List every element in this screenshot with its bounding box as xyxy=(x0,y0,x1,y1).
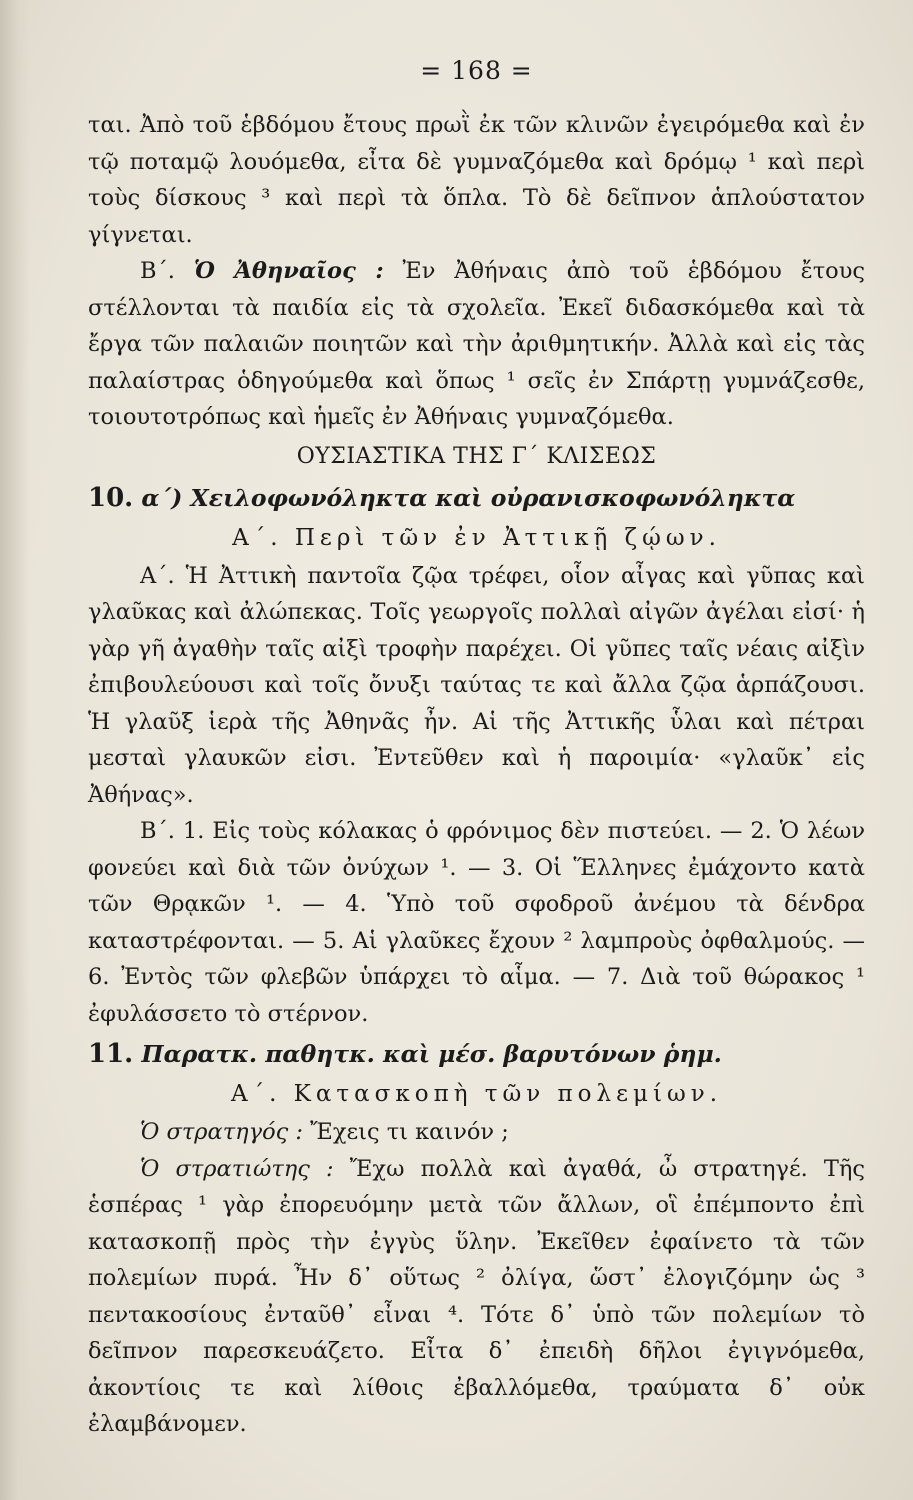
dialogue-line-general xyxy=(88,1114,865,1151)
exercise-11-subtitle: Α΄. Κατασκοπὴ τῶν πολεμίων. xyxy=(230,1081,723,1107)
paragraph-text: Ἐν Ἀθήναις ἀπὸ τοῦ ἑβδόμου ἔτους στέλλονται τὰ παιδία εἰς τὰ σχολεῖα. Ἐκεῖ διδασκόμεθα καὶ τὰ ἔργα τῶν παλαιῶν ποιητῶν καὶ τὴν ἀριθμητικήν. Ἀλλὰ καὶ εἰς τὰς παλαίστρας ὁδηγούμεθα καὶ ὅπως ¹ σεῖς ἐν Σπάρτῃ γυμνάζεσθε, τοιουτοτρόπως καὶ ἡμεῖς ἐν Ἀθήναις γυμναζόμεθα. xyxy=(88,258,865,430)
exercise-number: 11. xyxy=(88,1039,134,1069)
paragraph-continuation: ται. Ἀπὸ τοῦ ἑβδόμου ἔτους πρωῒ ἐκ τῶν κλινῶν ἐγειρόμεθα καὶ ἐν τῷ ποταμῷ λουόμεθα, εἶτα δὲ γυμναζόμεθα καὶ δρόμῳ ¹ καὶ περὶ τοὺς δίσκους ³ καὶ περὶ τὰ ὅπλα. Τὸ δὲ δεῖπνον ἁπλούστατον γίγνεται. xyxy=(88,112,865,248)
exercise-10-part-a: Α΄. Ἡ Ἀττικὴ παντοῖα ζῷα τρέφει, οἷον αἶγας καὶ γῦπας καὶ γλαῦκας καὶ ἀλώπεκας. Τοῖς γεωργοῖς πολλαὶ αἰγῶν ἀγέλαι εἰσί· ἡ γὰρ γῆ ἀγαθὴν ταῖς αἰξὶ τροφὴν παρέχει. Οἱ γῦπες ταῖς νέαις αἰξὶν ἐπιβουλεύουσι καὶ τοῖς ὄνυξι ταύτας τε καὶ ἄλλα ζῷα ἁρπάζουσι. Ἡ γλαῦξ ἱερὰ τῆς Ἀθηνᾶς ἦν. Αἱ τῆς Ἀττικῆς ὗλαι καὶ πέτραι μεσταὶ γλαυκῶν εἰσι. Ἐντεῦθεν καὶ ἡ παροιμία· «γλαῦκ᾽ εἰς Ἀθήνας». xyxy=(88,562,865,808)
exercise-10-part-b: Β΄. 1. Εἰς τοὺς κόλακας ὁ φρόνιμος δὲν πιστεύει. — 2. Ὁ λέων φονεύει καὶ διὰ τῶν ὀνύχων ¹. — 3. Οἱ Ἕλληνες ἐμάχοντο κατὰ τῶν Θρᾳκῶν ¹. — 4. Ὑπὸ τοῦ σφοδροῦ ἀνέμου τὰ δένδρα καταστρέφονται. — 5. Αἱ γλαῦκες ἔχουν ² λαμπροὺς ὀφθαλμούς. — 6. Ἐντὸς τῶν φλεβῶν ὑπάρχει τὸ αἷμα. — 7. Διὰ τοῦ θώρακος ¹ ἐφυλάσσετο τὸ στέρνον. xyxy=(88,818,865,1027)
dialogue-text: Ἔχεις τι καινόν ; xyxy=(310,1119,509,1145)
dialogue-text: Ἔχω πολλὰ καὶ ἀγαθά, ὦ στρατηγέ. Τῆς ἑσπέρας ¹ γὰρ ἐπορευόμην μετὰ τῶν ἄλλων, οἳ ἐπέμποντο ἐπὶ κατασκοπῇ πρὸς τὴν ἐγγὺς ὕλην. Ἐκεῖθεν ἐφαίνετο τὰ τῶν πολεμίων πυρά. Ἦν δ᾽ οὕτως ² ὀλίγα, ὥστ᾽ ἐλογιζόμην ὡς ³ πεντακοσίους ἐνταῦθ᾽ εἶναι ⁴. Τότε δ᾽ ὑπὸ τῶν πολεμίων τὸ δεῖπνον παρεσκευάζετο. Εἶτα δ᾽ ἐπειδὴ δῆλοι ἐγιγνόμεθα, ἀκοντίοις τε καὶ λίθοις ἐβαλλόμεθα, τραύματα δ᾽ οὐκ ἐλαμβάνομεν. xyxy=(88,1155,865,1437)
section-title: ΟΥΣΙΑΣΤΙΚΑ ΤΗΣ Γ΄ ΚΛΙΣΕΩΣ xyxy=(296,443,657,469)
paragraph-athenian xyxy=(88,253,865,436)
page-binding-edge xyxy=(0,0,30,1500)
dialogue-line-soldier xyxy=(88,1151,865,1443)
speaker-name: Ὁ Ἀθηναῖος : xyxy=(193,258,384,284)
paragraph-label: Β΄. xyxy=(140,258,175,284)
exercise-title: Παρατκ. παθητκ. καὶ μέσ. βαρυτόνων ῥημ. xyxy=(141,1040,722,1068)
exercise-10-heading xyxy=(88,478,865,518)
exercise-10-subtitle: Α΄. Περὶ τῶν ἐν Ἀττικῇ ζῴων. xyxy=(232,524,721,551)
speaker-name: Ὁ στρατιώτης : xyxy=(140,1155,334,1182)
speaker-name: Ὁ στρατηγός : xyxy=(140,1119,303,1145)
exercise-number: 10. xyxy=(88,482,134,513)
exercise-title: α΄) Χειλοφωνόληκτα καὶ οὐρανισκοφωνόληκτα xyxy=(141,483,796,512)
exercise-11-heading xyxy=(88,1034,865,1074)
page-number: = 168 = xyxy=(420,56,533,85)
